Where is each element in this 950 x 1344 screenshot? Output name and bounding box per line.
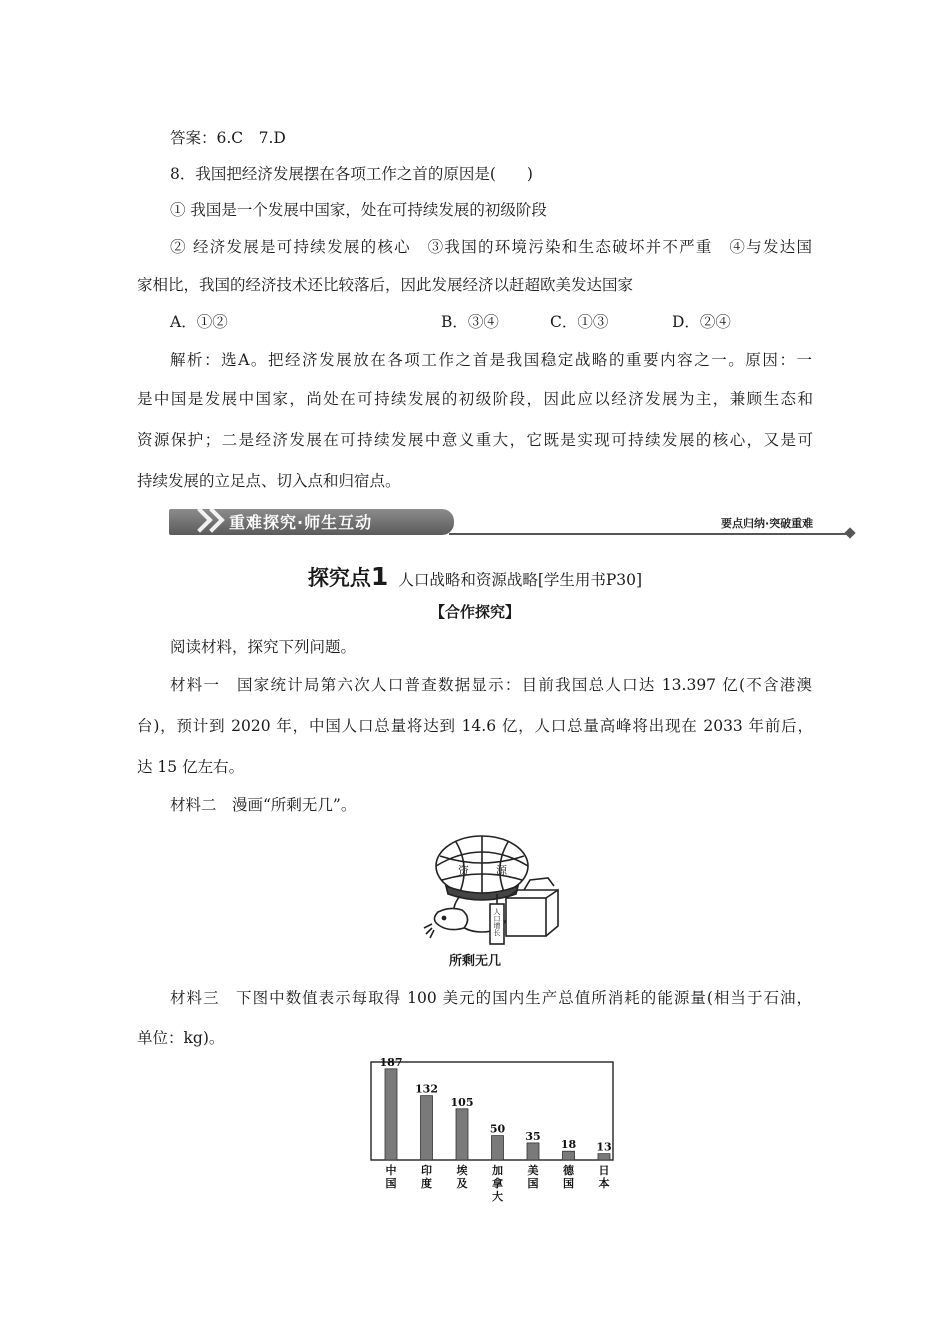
category-label: 中 (385, 1164, 397, 1177)
category-label: 度 (421, 1177, 432, 1190)
bar-value-label: 13 (596, 1140, 612, 1154)
bar-value-label: 18 (560, 1138, 577, 1152)
question-8-stem: 8．我国把经济发展摆在各项工作之首的原因是( ) (170, 165, 533, 183)
choice-c: C．①③ (550, 313, 609, 331)
material-3-line-1: 材料三 下图中数值表示每取得 100 美元的国内生产总值所消耗的能源量(相当于石油， (170, 989, 812, 1007)
energy-bar-chart (365, 1058, 625, 1208)
question-8-option-2: ② 经济发展是可持续发展的核心 ③我国的环境污染和生态破坏并不严重 ④与发达国 (170, 238, 812, 256)
section-label: 探究点 (307, 566, 371, 590)
intro-line: 阅读材料，探究下列问题。 (170, 638, 357, 656)
bar-6 (598, 1154, 610, 1160)
bar-4 (527, 1143, 539, 1160)
choice-b: B．③④ (441, 313, 499, 331)
section-title: 人口战略和资源战略[学生用书P30] (398, 571, 643, 589)
banner-subtitle: 要点归纳·突破重难 (721, 517, 814, 530)
bar-3 (492, 1136, 504, 1160)
choice-a: A．①② (170, 313, 228, 331)
material-2-line: 材料二 漫画“所剩无几”。 (170, 796, 357, 814)
category-label: 国 (563, 1177, 574, 1190)
section-number: 1 (370, 562, 389, 591)
section-banner (169, 509, 863, 537)
material-3-line-2: 单位：kg)。 (137, 1029, 225, 1047)
bar-value-label: 187 (379, 1058, 403, 1069)
cartoon-label-right: 源 (496, 864, 507, 877)
answer-line: 答案：6.C 7.D (170, 129, 286, 147)
cartoon-sign: 人口增长 (493, 908, 501, 936)
analysis-line-2: 是中国是发展中国家，尚处在可持续发展的初级阶段，因此应以经济发展为主，兼顾生态和 (137, 390, 813, 408)
bar-value-label: 35 (525, 1129, 541, 1143)
cartoon-label-left: 资 (458, 864, 469, 877)
material-1-line-3: 达 15 亿左右。 (137, 758, 245, 776)
question-8-option-2-cont: 家相比，我国的经济技术还比较落后，因此发展经济以赶超欧美发达国家 (137, 276, 634, 294)
category-label: 本 (598, 1177, 610, 1190)
category-label: 加 (492, 1164, 503, 1177)
cartoon-caption: 所剩无几 (448, 954, 501, 969)
category-label: 拿 (492, 1177, 503, 1190)
analysis-line-3: 资源保护；二是经济发展在可持续发展中意义重大，它既是实现可持续发展的核心，又是可 (137, 431, 813, 449)
category-label: 德 (563, 1164, 574, 1177)
section-subtitle: 【合作探究】 (429, 603, 520, 621)
category-label: 国 (527, 1177, 539, 1190)
cartoon-illustration (420, 828, 580, 946)
material-1-line-1: 材料一 国家统计局第六次人口普查数据显示：目前我国总人口达 13.397 亿(不含港澳 (170, 676, 812, 694)
banner-rule (449, 533, 851, 535)
bar-value-label: 132 (415, 1082, 438, 1096)
bar-1 (421, 1096, 433, 1160)
bar-0 (385, 1069, 397, 1160)
material-1-line-2: 台)，预计到 2020 年，中国人口总量将达到 14.6 亿，人口总量高峰将出现在 2033 年前后， (137, 717, 813, 735)
section-heading (0, 562, 950, 592)
category-label: 美 (527, 1164, 539, 1177)
category-label: 国 (385, 1177, 397, 1190)
banner-title: 重难探究·师生互动 (229, 513, 373, 532)
analysis-line-4: 持续发展的立足点、切入点和归宿点。 (137, 472, 401, 490)
question-8-option-1: ① 我国是一个发展中国家，处在可持续发展的初级阶段 (170, 201, 547, 219)
bar-2 (456, 1109, 468, 1160)
choice-d: D．②④ (672, 313, 731, 331)
category-label: 日 (598, 1164, 610, 1177)
analysis-line-1: 解析：选A。把经济发展放在各项工作之首是我国稳定战略的重要内容之一。原因：一 (170, 351, 812, 369)
category-label: 大 (492, 1190, 503, 1203)
bar-5 (563, 1151, 575, 1160)
category-label: 埃 (456, 1164, 468, 1177)
bar-value-label: 50 (489, 1122, 506, 1136)
category-label: 印 (421, 1164, 432, 1177)
bar-value-label: 105 (450, 1095, 474, 1109)
diamond-icon (844, 527, 855, 538)
category-label: 及 (456, 1177, 468, 1190)
